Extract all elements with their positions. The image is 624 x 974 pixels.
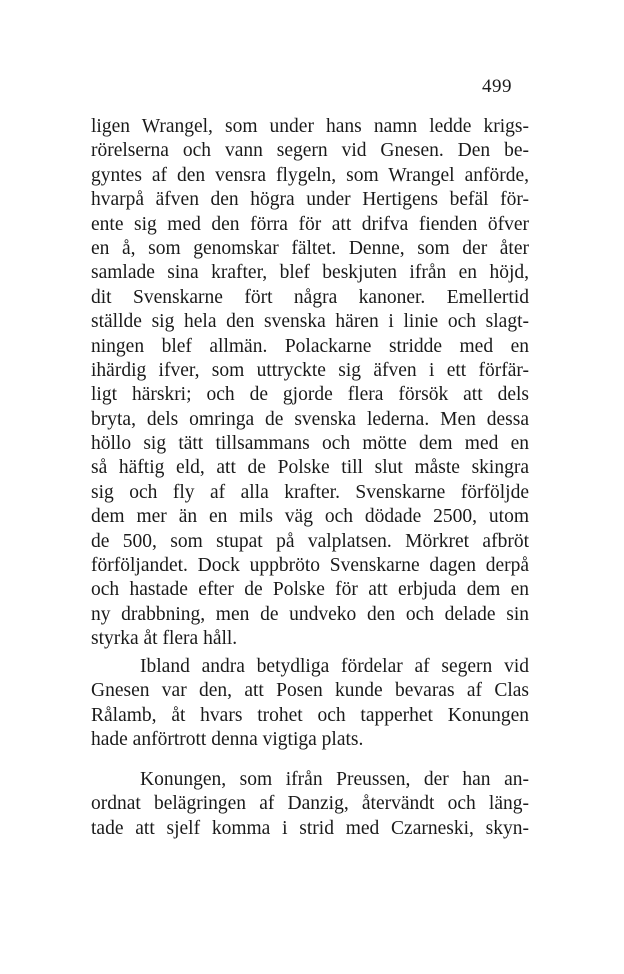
text-line: ställde sig hela den svenska hären i linie och slagt- <box>91 311 529 333</box>
text-line: höllo sig tätt tillsammans och mötte dem med en <box>91 433 529 455</box>
text-line: dit Svenskarne fört några kanoner. Emellertid <box>91 286 529 308</box>
paragraph-2 <box>91 655 529 753</box>
text-line: Rålamb, åt hvars trohet och tapperhet Konungen <box>91 704 529 726</box>
text-line: ligen Wrangel, som under hans namn ledde krigs- <box>91 116 529 137</box>
text-line: ligt härskri; och de gjorde flera försök att dels <box>91 384 529 406</box>
text-line: tade att sjelf komma i strid med Czarneski, skyn- <box>91 817 529 839</box>
text-line: Ibland andra betydliga fördelar af segern vid <box>140 656 529 677</box>
text-line: samlade sina krafter, blef beskjuten ifrån en höjd, <box>91 262 529 284</box>
text-line: hvarpå äfven den högra under Hertigens befäl för- <box>91 189 529 211</box>
text-line: ningen blef allmän. Polackarne stridde med en <box>91 335 529 357</box>
page-number: 499 <box>482 76 512 97</box>
text-line: och hastade efter de Polske för att erbjuda dem en <box>91 579 529 601</box>
text-line: ordnat belägringen af Danzig, återvändt och läng- <box>91 793 529 815</box>
text-line: hade anförtrott denna vigtiga plats. <box>91 729 364 751</box>
text-line: så häftig eld, att de Polske till slut måste skingra <box>91 457 529 479</box>
paragraph-3 <box>91 768 529 841</box>
text-line: sig och fly af alla krafter. Svenskarne förföljde <box>91 481 529 503</box>
text-line: ny drabbning, men de undveko den och delade sin <box>91 603 529 625</box>
text-line: Gnesen var den, att Posen kunde bevaras af Clas <box>91 680 529 702</box>
text-line: gyntes af den vensra flygeln, som Wrangel anförde, <box>91 164 529 186</box>
text-line: styrka åt flera håll. <box>91 628 238 650</box>
paragraph-1 <box>91 115 529 652</box>
text-line: Konungen, som ifrån Preussen, der han an- <box>140 769 529 790</box>
text-line: de 500, som stupat på valplatsen. Mörkret afbröt <box>91 530 529 552</box>
text-line: en å, som genomskar fältet. Denne, som der åter <box>91 237 529 259</box>
text-line: ente sig med den förra för att drifva fienden öfver <box>91 213 529 235</box>
text-line: förföljandet. Dock uppbröto Svenskarne dagen derpå <box>91 555 529 577</box>
text-line: dem mer än en mils väg och dödade 2500, utom <box>91 506 529 528</box>
text-line: ihärdig ifver, som uttryckte sig äfven i ett förfär- <box>91 359 529 381</box>
text-line: rörelserna och vann segern vid Gnesen. Den be- <box>91 140 529 162</box>
text-line: bryta, dels omringa de svenska lederna. Men dessa <box>91 408 529 430</box>
